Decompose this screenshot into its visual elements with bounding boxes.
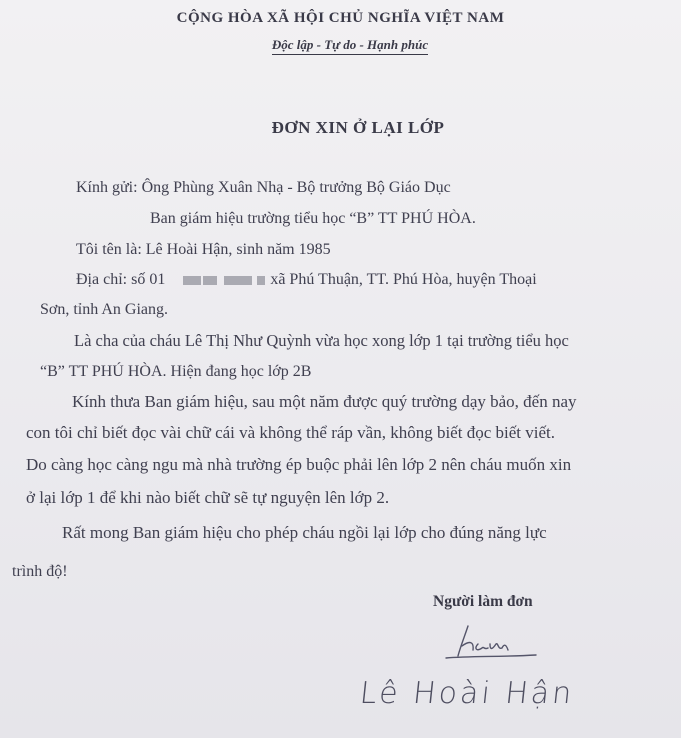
body-paragraph-line: Là cha của cháu Lê Thị Như Quỳnh vừa học xong lớp 1 tại trường tiểu học [74,331,569,350]
address-line [76,271,537,289]
recipient-line-2: Ban giám hiệu trường tiểu học “B” TT PHÚ HÒA. [150,210,476,227]
applicant-name-line: Tôi tên là: Lê Hoài Hận, sinh năm 1985 [76,241,331,258]
motto-text: Độc lập - Tự do - Hạnh phúc [272,37,428,55]
redaction-mark [203,276,217,285]
national-motto [0,37,681,53]
redaction-mark [257,276,265,285]
body-paragraph-line: Kính thưa Ban giám hiệu, sau một năm được quý trường dạy bảo, đến nay [72,392,577,411]
redaction-mark [224,276,252,285]
body-paragraph-line: “B” TT PHÚ HÒA. Hiện đang học lớp 2B [40,363,312,380]
document-title: ĐƠN XIN Ở LẠI LỚP [271,118,445,137]
handwritten-name: Lê Hoài Hận [358,676,577,711]
address-line-2: Sơn, tỉnh An Giang. [40,301,169,318]
recipient-line: Kính gửi: Ông Phùng Xuân Nhạ - Bộ trưởng Bộ Giáo Dục [76,179,451,196]
handwritten-signature [440,620,550,666]
address-rest: xã Phú Thuận, TT. Phú Hòa, huyện Thoại [270,271,537,288]
national-header: CỘNG HÒA XÃ HỘI CHỦ NGHĨA VIỆT NAM [176,10,505,26]
address-label: Địa chỉ: số 01 [76,271,166,288]
body-paragraph-line: con tôi chỉ biết đọc vài chữ cái và không thể ráp vần, không biết đọc biết viết. [26,423,555,442]
body-paragraph-line: trình độ! [12,563,68,580]
body-paragraph-line: Rất mong Ban giám hiệu cho phép cháu ngồi lại lớp cho đúng năng lực [62,523,547,542]
body-paragraph-line: Do càng học càng ngu mà nhà trường ép buộc phải lên lớp 2 nên cháu muốn xin [26,455,572,474]
redaction-mark [183,276,201,285]
body-paragraph-line: ở lại lớp 1 để khi nào biết chữ sẽ tự nguyện lên lớp 2. [26,488,390,507]
signer-label: Người làm đơn [433,593,533,610]
